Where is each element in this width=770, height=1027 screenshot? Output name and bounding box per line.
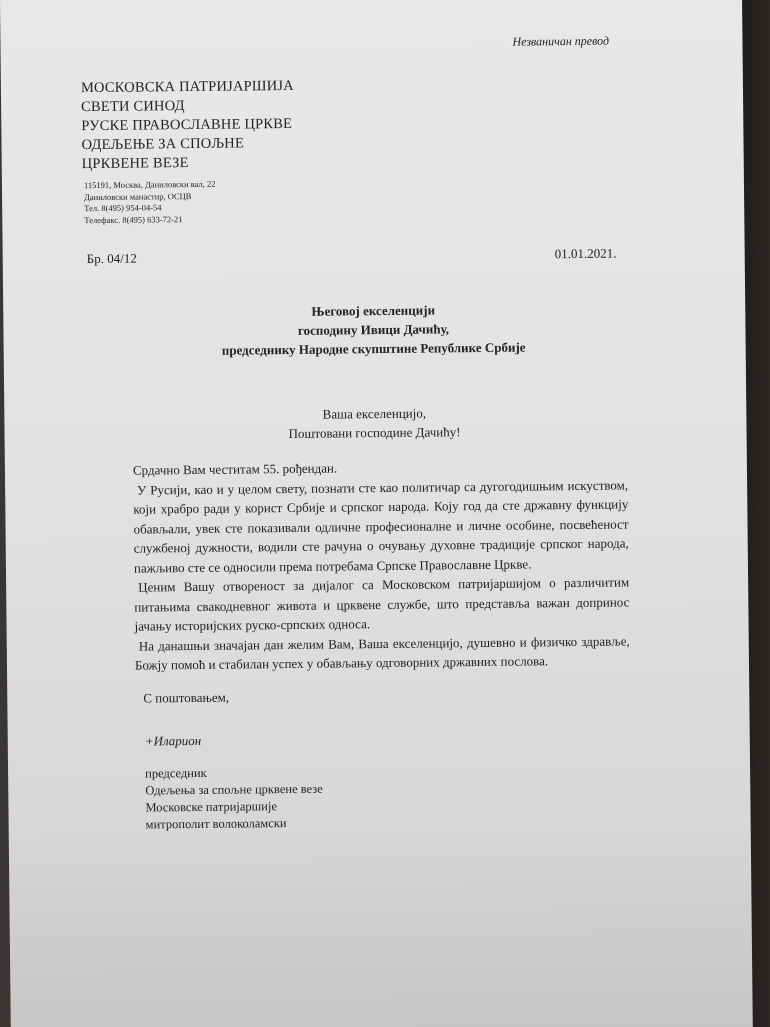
signer-title-line: Московске патријаршије [145, 799, 278, 815]
organization-address [84, 179, 216, 226]
address-line: Телефакс. 8(495) 633-72-21 [84, 213, 183, 225]
org-line: ЦРКВЕНЕ ВЕЗЕ [81, 155, 189, 173]
letter-date: 01.01.2021. [554, 245, 617, 262]
org-line: РУСКЕ ПРАВОСЛАВНЕ ЦРКВЕ [81, 115, 293, 135]
body-paragraph: На данашњи значајан дан желим Вам, Ваша екселенцијо, душевно и физичко здравље, Божју помоћ и стабилан успех у обављању одговорних државних послова. [134, 632, 630, 673]
body-paragraph: Срдачно Вам честитам 55. рођендан. [132, 460, 338, 478]
addressee-line: господину Ивици Дачићу, [297, 321, 450, 338]
reference-number: Бр. 04/12 [86, 250, 137, 267]
org-line: ОДЕЉЕЊЕ ЗА СПОЉНЕ [81, 135, 245, 154]
organization-header [81, 77, 295, 174]
body-paragraph: У Русији, као и у целом свету, познати сте као политичар са дугогодишњим искуством, који храбро ради у корист Србије и српског народа. Коју год да сте државну функцију обављали, увек сте показивали одличне професионалне и личне особине, посвећеност службеној дужности, водили сте рачуна о очувању духовне традиције српског народа, пажљиво сте се односили према потребама Српске Православне Цркве. [133, 476, 629, 576]
signer-title-line: председник [145, 765, 207, 781]
signer-title-line: Одељења за спољне црквене везе [145, 781, 323, 798]
signer-title-block [145, 764, 323, 834]
signer-title-line: митрополит волоколамски [145, 816, 287, 832]
body-paragraph: Ценим Вашу отвореност за дијалог са Московском патријаршијом о различитим питањима свакодневног живота и црквене службе, што представља важан допринос јачању историјских руско-српских односа. [134, 574, 630, 634]
org-line: МОСКОВСКА ПАТРИЈАРШИЈА [80, 77, 294, 97]
salutation-block [124, 401, 624, 444]
addressee-line: председнику Народне скупштине Републике Србије [221, 339, 526, 358]
salutation-line: Поштовани господине Дачићу! [288, 424, 461, 442]
address-line: Тел. 8(495) 954-04-54 [84, 202, 162, 214]
addressee-block [123, 298, 624, 360]
signature-name: +Иларион [144, 732, 202, 749]
letter-body [133, 455, 630, 675]
address-line: Даниловски манастир, ОСЦВ [84, 190, 192, 202]
org-line: СВЕТИ СИНОД [81, 98, 185, 116]
addressee-line: Његовој екселенцији [311, 302, 436, 319]
salutation-line: Ваша екселенцијо, [322, 405, 427, 422]
unofficial-translation-note: Незваничан превод [512, 33, 610, 49]
address-line: 115191, Москва, Даниловски вал, 22 [83, 178, 216, 191]
closing-phrase: С поштовањем, [143, 689, 230, 706]
